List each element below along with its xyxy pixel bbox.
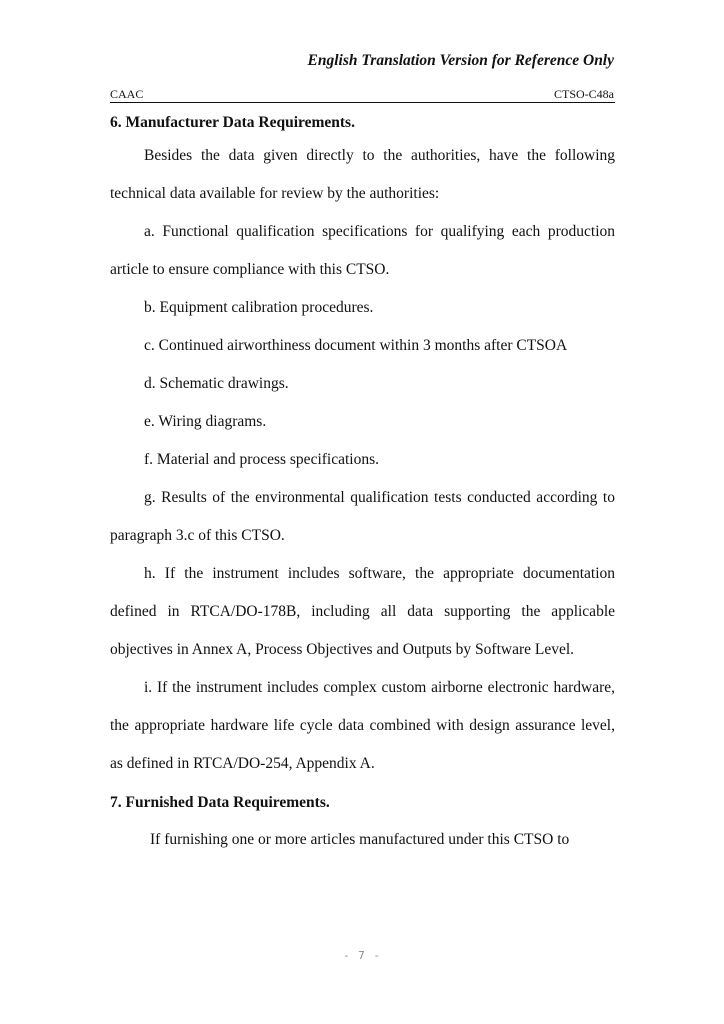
list-item-d: d. Schematic drawings. xyxy=(144,375,289,392)
page-number: - 7 - xyxy=(342,949,382,962)
header-document-id: CTSO-C48a xyxy=(554,87,614,101)
header-divider xyxy=(110,102,615,103)
list-item-h: h. If the instrument includes software, the appropriate documentation defined in RTCA/DO-178B, including all data supporting the applicable objectives in Annex A, Process Objectives and Outputs by Software Level. xyxy=(110,565,615,658)
list-item-e: e. Wiring diagrams. xyxy=(144,413,267,430)
header-organization: CAAC xyxy=(110,87,144,101)
section-7-intro: If furnishing one or more articles manufactured under this CTSO to xyxy=(150,831,570,848)
list-item-c: c. Continued airworthiness document within 3 months after CTSOA xyxy=(144,337,568,354)
section-6-heading: 6. Manufacturer Data Requirements. xyxy=(110,114,355,131)
translation-disclaimer: English Translation Version for Reference Only xyxy=(307,52,614,69)
list-item-i: i. If the instrument includes complex custom airborne electronic hardware, the appropriate hardware life cycle data combined with design assurance level, as defined in RTCA/DO-254, Appendix A. xyxy=(110,679,615,772)
list-item-b: b. Equipment calibration procedures. xyxy=(144,299,374,316)
list-item-f: f. Material and process specifications. xyxy=(144,451,379,468)
list-item-a: a. Functional qualification specifications for qualifying each production article to ensure compliance with this CTSO. xyxy=(110,223,615,278)
document-body xyxy=(110,108,615,859)
section-7-heading: 7. Furnished Data Requirements. xyxy=(110,794,330,811)
list-item-g: g. Results of the environmental qualification tests conducted according to paragraph 3.c of this CTSO. xyxy=(110,489,615,544)
section-6-intro: Besides the data given directly to the authorities, have the following technical data available for review by the authorities: xyxy=(110,147,615,202)
